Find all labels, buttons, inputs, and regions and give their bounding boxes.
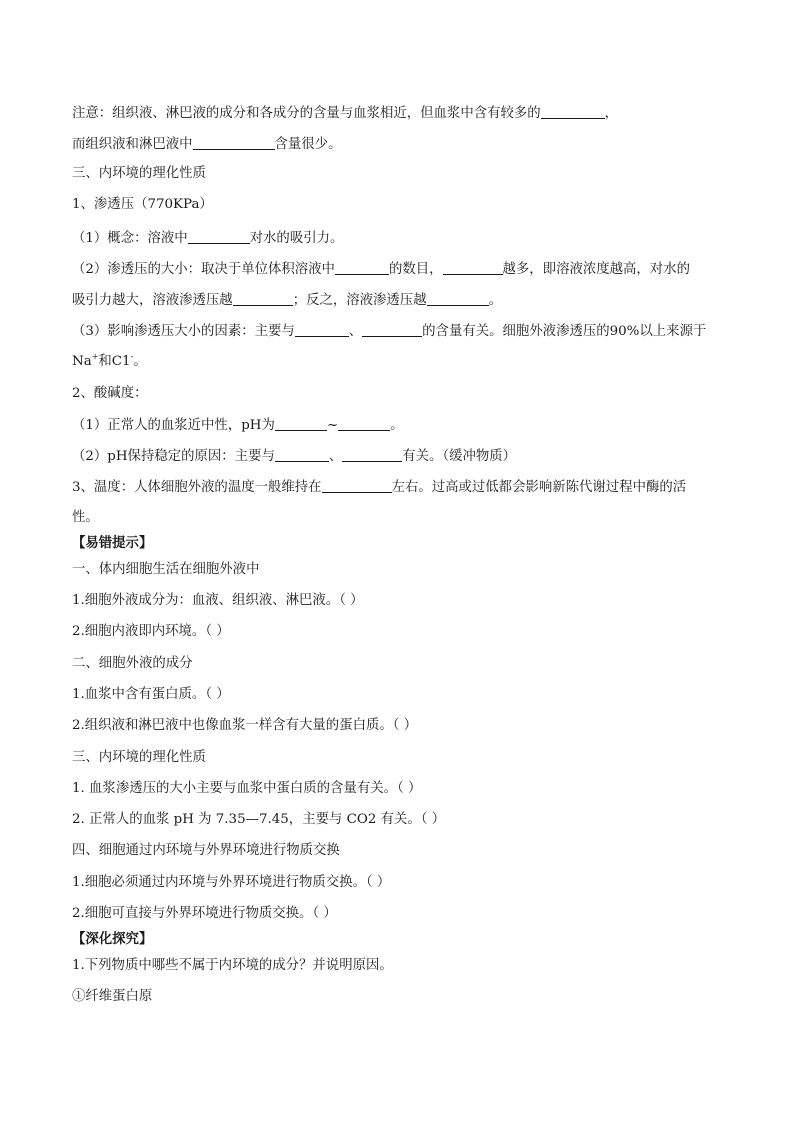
text: 吸引力越大，溶液渗透压越 [72, 293, 233, 308]
text: （1）正常人的血浆近中性，pH为 [72, 418, 275, 433]
text: 有关。（缓冲物质） [402, 449, 517, 464]
osmotic-size-line-2 [72, 291, 502, 310]
text: ， [604, 106, 619, 121]
fill-blank[interactable] [541, 104, 605, 119]
superscript: - [130, 352, 134, 361]
text: （2）pH保持稳定的原因：主要与 [72, 449, 275, 464]
osmotic-factor-line-2 [72, 353, 147, 371]
text: 对水的吸引力。 [249, 231, 344, 246]
subheading-ph: 2、酸碱度： [72, 386, 148, 401]
text: ~ [326, 418, 339, 433]
text: 越多，即溶液浓度越高，对水的 [502, 262, 690, 277]
fill-blank[interactable] [335, 260, 389, 275]
osmotic-factor-line-1 [72, 322, 706, 341]
deep-item: ①纤维蛋白原 [72, 989, 153, 1004]
fill-blank[interactable] [362, 322, 422, 337]
hint-item: 2. 正常人的血浆 pH 为 7.35—7.45，主要与 CO2 有关。（ ） [72, 812, 446, 827]
ph-line-1 [72, 416, 403, 435]
fill-blank[interactable] [193, 135, 275, 150]
subheading-osmotic: 1、渗透压（770KPa） [72, 197, 213, 212]
text: 。 [390, 418, 404, 433]
hint-item: 2.细胞可直接与外界环境进行物质交换。（ ） [72, 906, 337, 921]
fill-blank[interactable] [342, 447, 402, 462]
text: ；反之，溶液渗透压越 [292, 293, 427, 308]
temperature-line-1 [72, 478, 686, 497]
text: 、 [328, 449, 343, 464]
note-line-2 [72, 135, 341, 154]
section-heading: 三、内环境的理化性质 [72, 166, 206, 181]
fill-blank[interactable] [275, 447, 329, 462]
text: 。 [133, 354, 147, 369]
text: 的含量有关。细胞外液渗透压的90%以上来源于 [422, 324, 707, 339]
hint-item: 1.细胞外液成分为：血液、组织液、淋巴液。（ ） [72, 593, 364, 608]
hint-item: 1.血浆中含有蛋白质。（ ） [72, 687, 230, 702]
text: 。 [488, 293, 502, 308]
text: 的数目， [388, 262, 443, 277]
deep-question-1: 1.下列物质中哪些不属于内环境的成分？并说明原因。 [72, 958, 393, 973]
temperature-line-2: 性。 [72, 510, 99, 525]
hint-item: 1.细胞必须通过内环境与外界环境进行物质交换。（ ） [72, 875, 391, 890]
hint-item: 2.细胞内液即内环境。（ ） [72, 624, 230, 639]
hint-section-title: 【易错提示】 [72, 535, 153, 551]
fill-blank[interactable] [338, 416, 390, 431]
text: （2）渗透压的大小：取决于单位体积溶液中 [72, 262, 335, 277]
hint-heading-3: 三、内环境的理化性质 [72, 750, 206, 765]
text: 左右。过高或过低都会影响新陈代谢过程中酶的活 [391, 480, 687, 495]
text: 含量很少。 [274, 137, 342, 152]
text: （3）影响渗透压大小的因素：主要与 [72, 324, 295, 339]
superscript: + [91, 352, 99, 361]
text: 、 [348, 324, 363, 339]
text: 而组织液和淋巴液中 [72, 137, 193, 152]
fill-blank[interactable] [443, 260, 503, 275]
fill-blank[interactable] [322, 478, 392, 493]
ph-line-2 [72, 447, 516, 466]
hint-heading-2: 二、细胞外液的成分 [72, 656, 193, 671]
text: （1）概念：溶液中 [72, 231, 188, 246]
osmotic-size-line-1 [72, 260, 690, 279]
fill-blank[interactable] [427, 291, 489, 306]
hint-heading-4: 四、细胞通过内环境与外界环境进行物质交换 [72, 843, 340, 858]
deep-section-title: 【深化探究】 [72, 931, 153, 947]
hint-heading-1: 一、体内细胞生活在细胞外液中 [72, 562, 260, 577]
fill-blank[interactable] [188, 229, 250, 244]
hint-item: 2.组织液和淋巴液中也像血浆一样含有大量的蛋白质。（ ） [72, 718, 418, 733]
note-line-1 [72, 104, 618, 123]
hint-item: 1. 血浆渗透压的大小主要与血浆中蛋白质的含量有关。（ ） [72, 781, 422, 796]
text: 注意：组织液、淋巴液的成分和各成分的含量与血浆相近，但血浆中含有较多的 [72, 106, 541, 121]
text: 3、温度：人体细胞外液的温度一般维持在 [72, 480, 322, 495]
text: Na [72, 354, 92, 369]
fill-blank[interactable] [295, 322, 349, 337]
text: 和C1 [98, 354, 131, 369]
fill-blank[interactable] [275, 416, 327, 431]
fill-blank[interactable] [233, 291, 293, 306]
osmotic-concept-line [72, 229, 343, 248]
